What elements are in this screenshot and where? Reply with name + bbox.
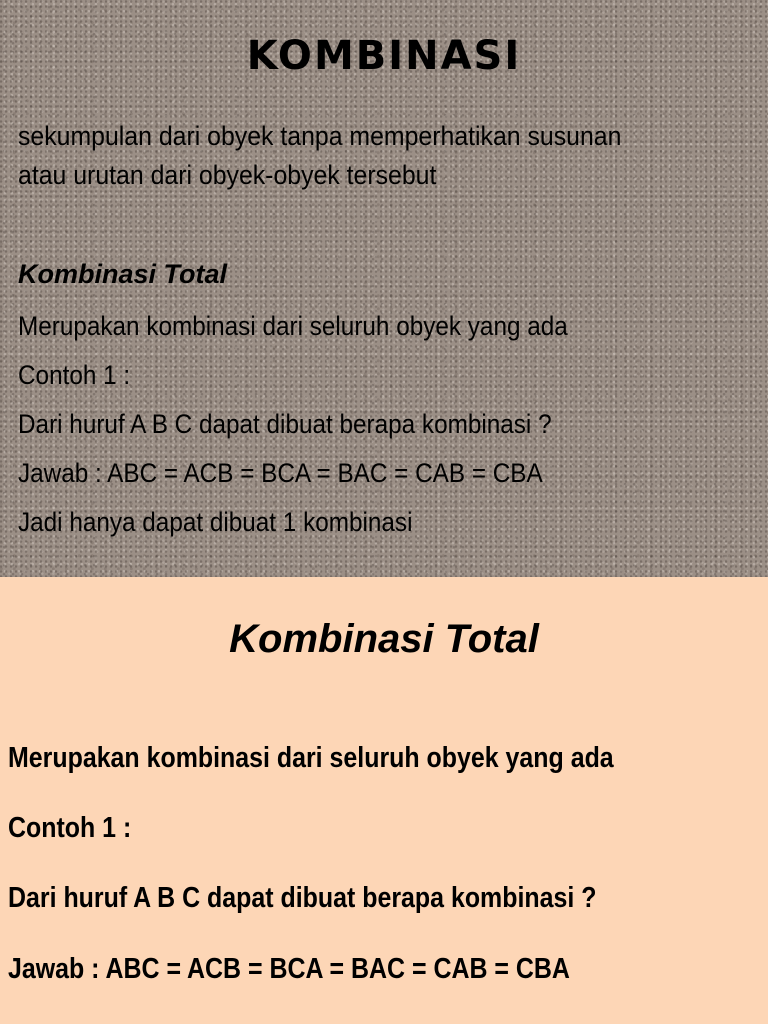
slide-title: Kombinasi Total [229, 617, 539, 661]
definition-line: sekumpulan dari obyek tanpa memperhatikan susunan [18, 121, 622, 151]
text-line-example-label: Contoh 1 : [18, 360, 131, 390]
section-subtitle: Kombinasi Total [18, 259, 228, 289]
text-line-answer: Jawab : ABC = ACB = BCA = BAC = CAB = CBA [18, 458, 543, 488]
definition-line: atau urutan dari obyek-obyek tersebut [18, 160, 437, 190]
text-line-question: Dari huruf A B C dapat dibuat berapa kombinasi ? [18, 409, 552, 439]
definition-text [18, 117, 763, 195]
text-line-description: Merupakan kombinasi dari seluruh obyek yang ada [8, 742, 614, 774]
text-line-example-label: Contoh 1 : [8, 812, 132, 844]
slide-kombinasi-total [0, 577, 768, 1024]
text-line-conclusion: Jadi hanya dapat dibuat 1 kombinasi [18, 507, 413, 537]
text-line-answer: Jawab : ABC = ACB = BCA = BAC = CAB = CBA [8, 953, 570, 985]
text-line-question: Dari huruf A B C dapat dibuat berapa kombinasi ? [8, 882, 597, 914]
text-line-description: Merupakan kombinasi dari seluruh obyek yang ada [18, 311, 568, 341]
slide-title: KOMBINASI [246, 33, 522, 79]
